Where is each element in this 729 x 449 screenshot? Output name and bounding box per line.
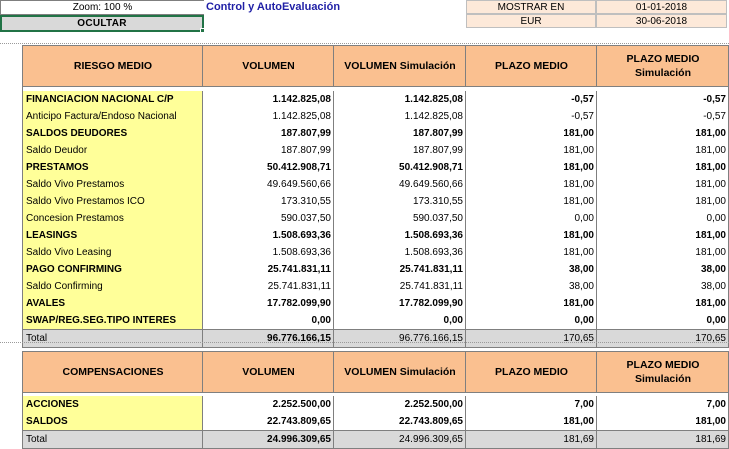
compensaciones-table [22,351,729,449]
cell-plazo[interactable]: 38,00 [466,278,597,295]
cell-vol-sim[interactable]: 22.743.809,65 [334,413,466,431]
date-to-field[interactable]: 30-06-2018 [596,14,727,28]
cell-vol[interactable]: 49.649.560,66 [203,176,334,193]
table-row [23,193,729,210]
table-row [23,312,729,330]
header-plazo: PLAZO MEDIO [466,46,597,87]
divider [0,43,729,44]
total-vol[interactable]: 24.996.309,65 [203,431,334,449]
total-vol[interactable]: 96.776.166,15 [203,330,334,348]
row-label[interactable]: FINANCIACION NACIONAL C/P [23,91,203,108]
cell-vol[interactable]: 17.782.099,90 [203,295,334,312]
cell-vol[interactable]: 50.412.908,71 [203,159,334,176]
cell-plazo[interactable]: 181,00 [466,193,597,210]
cell-plazo-sim[interactable]: 0,00 [597,210,729,227]
cell-plazo[interactable]: 0,00 [466,312,597,330]
cell-plazo-sim[interactable]: 181,00 [597,142,729,159]
table-row [23,295,729,312]
table-row [23,396,729,413]
cell-vol-sim[interactable]: 1.508.693,36 [334,227,466,244]
cell-vol-sim[interactable]: 2.252.500,00 [334,396,466,413]
cell-vol[interactable]: 1.142.825,08 [203,91,334,108]
total-plazo[interactable]: 181,69 [466,431,597,449]
cell-plazo-sim[interactable]: -0,57 [597,108,729,125]
ocultar-button[interactable]: OCULTAR [0,15,204,32]
header-plazo-sim: PLAZO MEDIO Simulación [597,46,729,87]
cell-plazo[interactable]: 181,00 [466,176,597,193]
table-row [23,413,729,431]
cell-plazo-sim[interactable]: 181,00 [597,125,729,142]
cell-vol[interactable]: 25.741.831,11 [203,261,334,278]
row-label[interactable]: PRESTAMOS [23,159,203,176]
cell-vol[interactable]: 1.508.693,36 [203,227,334,244]
app-title: Control y AutoEvaluación [206,1,341,13]
cell-vol[interactable]: 1.508.693,36 [203,244,334,261]
cell-vol[interactable]: 2.252.500,00 [203,396,334,413]
cell-vol-sim[interactable]: 17.782.099,90 [334,295,466,312]
cell-vol[interactable]: 0,00 [203,312,334,330]
cell-plazo-sim[interactable]: -0,57 [597,91,729,108]
riesgo-table [22,45,729,348]
table-row [23,244,729,261]
cell-vol-sim[interactable]: 25.741.831,11 [334,278,466,295]
cell-plazo[interactable]: 181,00 [466,159,597,176]
table-row [23,227,729,244]
header-volumen: VOLUMEN [203,352,334,393]
fill-handle[interactable] [200,28,205,33]
header-plazo-sim: PLAZO MEDIO Simulación [597,352,729,393]
cell-plazo-sim[interactable]: 0,00 [597,312,729,330]
row-label[interactable]: SALDOS DEUDORES [23,125,203,142]
row-label[interactable]: LEASINGS [23,227,203,244]
row-label[interactable]: PAGO CONFIRMING [23,261,203,278]
total-row [23,431,729,449]
cell-plazo[interactable]: -0,57 [466,108,597,125]
header-volumen-sim: VOLUMEN Simulación [334,46,466,87]
cell-plazo-sim[interactable]: 181,00 [597,413,729,431]
cell-plazo[interactable]: 38,00 [466,261,597,278]
mostrar-en-label: MOSTRAR EN [466,0,596,14]
row-label[interactable]: Saldo Confirming [23,278,203,295]
cell-vol-sim[interactable]: 50.412.908,71 [334,159,466,176]
header-compensaciones: COMPENSACIONES [23,352,203,393]
cell-plazo[interactable]: 181,00 [466,413,597,431]
row-label[interactable]: ACCIONES [23,396,203,413]
header-volumen: VOLUMEN [203,46,334,87]
cell-vol[interactable]: 187.807,99 [203,142,334,159]
table-row [23,176,729,193]
table-row [23,108,729,125]
table-row [23,91,729,108]
table-row [23,278,729,295]
cell-vol[interactable]: 22.743.809,65 [203,413,334,431]
cell-vol[interactable]: 1.142.825,08 [203,108,334,125]
cell-plazo-sim[interactable]: 7,00 [597,396,729,413]
cell-plazo-sim[interactable]: 181,00 [597,295,729,312]
zoom-level: Zoom: 100 % [0,0,204,15]
total-label[interactable]: Total [23,431,203,449]
cell-plazo-sim[interactable]: 181,00 [597,227,729,244]
cell-vol-sim[interactable]: 1.142.825,08 [334,91,466,108]
row-label[interactable]: SALDOS [23,413,203,431]
row-label[interactable]: Anticipo Factura/Endoso Nacional [23,108,203,125]
table-row [23,210,729,227]
currency-select[interactable]: EUR [466,14,596,28]
cell-vol-sim[interactable]: 0,00 [334,312,466,330]
row-label[interactable]: Saldo Vivo Prestamos [23,176,203,193]
table-row [23,125,729,142]
cell-vol-sim[interactable]: 590.037,50 [334,210,466,227]
total-vol-sim[interactable]: 24.996.309,65 [334,431,466,449]
cell-plazo-sim[interactable]: 181,00 [597,244,729,261]
cell-plazo-sim[interactable]: 38,00 [597,261,729,278]
cell-plazo[interactable]: 7,00 [466,396,597,413]
cell-plazo[interactable]: 181,00 [466,125,597,142]
cell-plazo-sim[interactable]: 181,00 [597,159,729,176]
date-from-field[interactable]: 01-01-2018 [596,0,727,14]
cell-vol-sim[interactable]: 1.508.693,36 [334,244,466,261]
cell-vol[interactable]: 173.310,55 [203,193,334,210]
cell-vol-sim[interactable]: 187.807,99 [334,142,466,159]
header-volumen-sim: VOLUMEN Simulación [334,352,466,393]
total-row [23,330,729,348]
cell-plazo[interactable]: -0,57 [466,91,597,108]
cell-plazo-sim[interactable]: 181,00 [597,176,729,193]
total-plazo[interactable]: 170,65 [466,330,597,348]
table-row [23,261,729,278]
row-label[interactable]: Saldo Deudor [23,142,203,159]
cell-plazo[interactable]: 181,00 [466,295,597,312]
total-plazo-sim[interactable]: 181,69 [597,431,729,449]
table-row [23,142,729,159]
total-label[interactable]: Total [23,330,203,348]
row-label[interactable]: SWAP/REG.SEG.TIPO INTERES [23,312,203,330]
header-plazo: PLAZO MEDIO [466,352,597,393]
row-label[interactable]: Saldo Vivo Leasing [23,244,203,261]
cell-vol[interactable]: 590.037,50 [203,210,334,227]
cell-plazo[interactable]: 181,00 [466,244,597,261]
row-label[interactable]: AVALES [23,295,203,312]
divider [0,342,729,343]
table-row [23,159,729,176]
row-label[interactable]: Concesion Prestamos [23,210,203,227]
cell-plazo[interactable]: 181,00 [466,227,597,244]
cell-plazo[interactable]: 181,00 [466,142,597,159]
total-plazo-sim[interactable]: 170,65 [597,330,729,348]
header-riesgo: RIESGO MEDIO [23,46,203,87]
cell-vol-sim[interactable]: 1.142.825,08 [334,108,466,125]
cell-plazo-sim[interactable]: 181,00 [597,193,729,210]
cell-plazo-sim[interactable]: 38,00 [597,278,729,295]
cell-vol[interactable]: 187.807,99 [203,125,334,142]
total-vol-sim[interactable]: 96.776.166,15 [334,330,466,348]
cell-vol-sim[interactable]: 49.649.560,66 [334,176,466,193]
cell-plazo[interactable]: 0,00 [466,210,597,227]
row-label[interactable]: Saldo Vivo Prestamos ICO [23,193,203,210]
cell-vol[interactable]: 25.741.831,11 [203,278,334,295]
cell-vol-sim[interactable]: 173.310,55 [334,193,466,210]
cell-vol-sim[interactable]: 25.741.831,11 [334,261,466,278]
cell-vol-sim[interactable]: 187.807,99 [334,125,466,142]
